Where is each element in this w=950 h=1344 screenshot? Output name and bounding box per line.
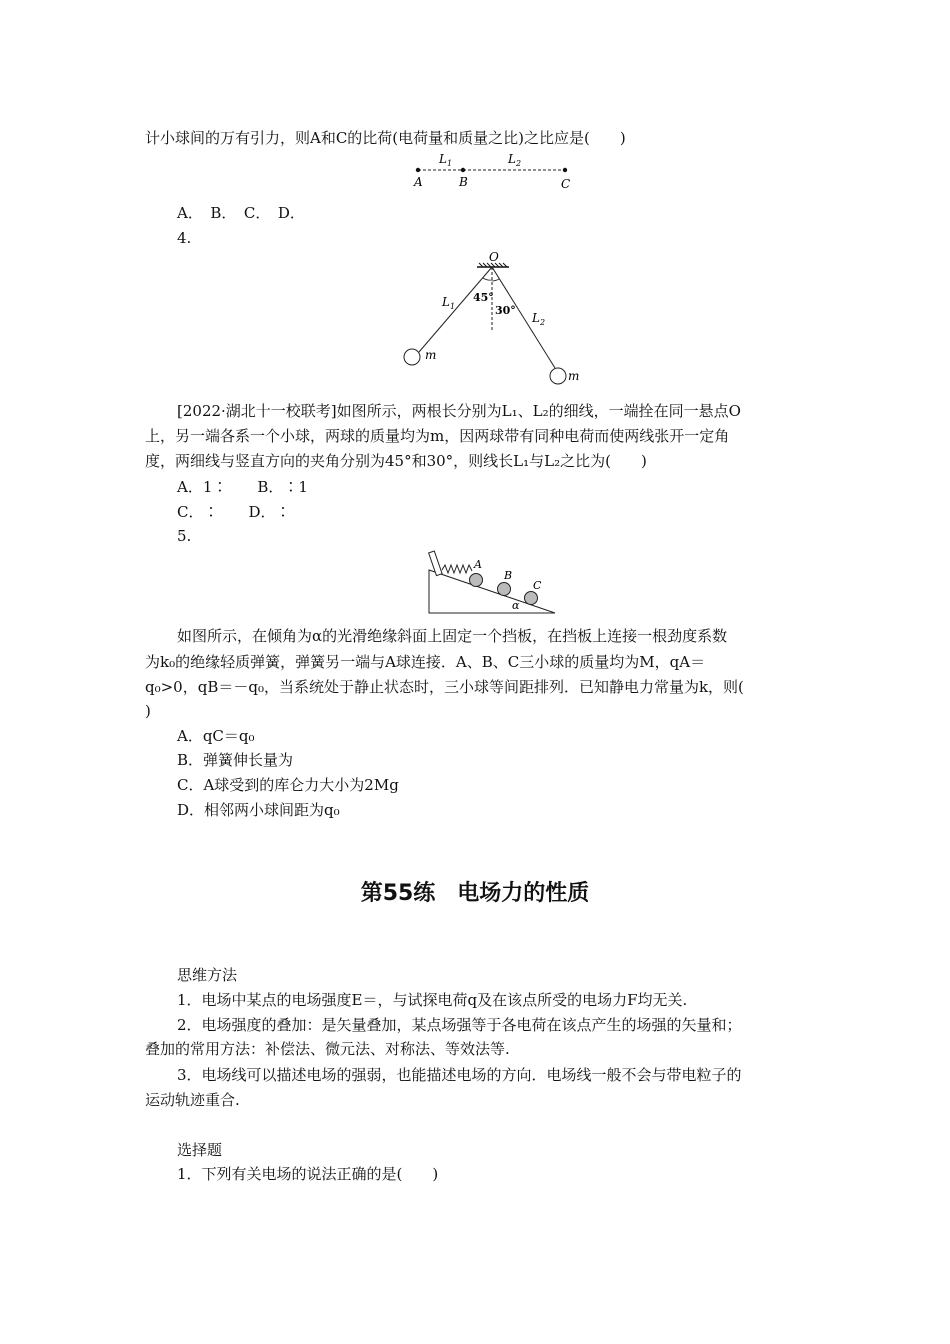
q4-figure bbox=[395, 250, 595, 390]
q4-number: 4. bbox=[177, 229, 192, 247]
q5-option-b: B．弹簧伸长量为 bbox=[177, 751, 294, 769]
q4-ball-left bbox=[404, 349, 420, 365]
q4-label-m-right: m bbox=[568, 369, 580, 383]
q3-point-b bbox=[461, 168, 465, 172]
q4-label-l2: L bbox=[532, 311, 540, 325]
q4-string-l2 bbox=[492, 267, 555, 368]
q4-stem-line1: [2022·湖北十一校联考]如图所示，两根长分别为L₁、L₂的细线，一端拴在同一悬点O bbox=[177, 402, 741, 420]
q5-figure bbox=[420, 548, 565, 618]
q3-label-l2: L bbox=[508, 152, 516, 166]
choice-heading: 选择题 bbox=[177, 1141, 223, 1159]
q4-options-row2: C．∶ D．∶ bbox=[177, 503, 291, 521]
q4-stem-line2: 上，另一端各系一个小球，两球的质量均为m，因两球带有同种电荷而使两线张开一定角 bbox=[145, 427, 730, 445]
q5-label-c: C bbox=[533, 579, 542, 592]
q5-option-c: C．A球受到的库仑力大小为2Mg bbox=[177, 776, 399, 794]
q5-stem-line2: 为k₀的绝缘轻质弹簧，弹簧另一端与A球连接．A、B、C三小球的质量均为M，qA＝ bbox=[145, 653, 706, 671]
q4-options-row1: A．1∶ B．∶1 bbox=[177, 478, 308, 496]
q3-label-c: C bbox=[561, 177, 571, 191]
choice-q1: 1．下列有关电场的说法正确的是( ) bbox=[177, 1165, 439, 1183]
q4-label-l1: L bbox=[442, 295, 450, 309]
q5-ball-b bbox=[498, 583, 511, 596]
method-item1: 1．电场中某点的电场强度E＝，与试探电荷q及在该点所受的电场力F均无关. bbox=[177, 991, 688, 1009]
q4-label-45: 45° bbox=[473, 291, 494, 304]
q3-label-a: A bbox=[414, 175, 423, 189]
q5-label-a: A bbox=[474, 558, 482, 571]
q4-label-o: O bbox=[489, 250, 499, 264]
method-heading: 思维方法 bbox=[177, 966, 238, 984]
q5-ball-c bbox=[525, 592, 538, 605]
svg-text:L2: $L_2$ bbox=[508, 152, 522, 168]
q5-ball-a bbox=[470, 574, 483, 587]
q3-label-b: B bbox=[459, 175, 468, 189]
method-item3-line2: 运动轨迹重合. bbox=[145, 1091, 240, 1109]
q3-point-a bbox=[416, 168, 420, 172]
q5-option-d: D．相邻两小球间距为q₀ bbox=[177, 801, 340, 819]
section-title: 第55练 电场力的性质 bbox=[360, 881, 590, 906]
svg-text:L1: $L_1$ bbox=[439, 152, 453, 168]
q3-options: A． B． C． D． bbox=[177, 204, 305, 222]
q5-spring bbox=[442, 565, 472, 573]
q3-label-l1: L bbox=[439, 152, 447, 166]
q4-ball-right bbox=[550, 368, 566, 384]
q5-stem-line1: 如图所示，在倾角为α的光滑绝缘斜面上固定一个挡板，在挡板上连接一根劲度系数 bbox=[177, 627, 728, 645]
q4-stem-line3: 度，两细线与竖直方向的夹角分别为45°和30°，则线长L₁与L₂之比为( ) bbox=[145, 452, 647, 470]
q4-string-l1 bbox=[419, 267, 492, 352]
method-item2-line1: 2．电场强度的叠加：是矢量叠加，某点场强等于各电荷在该点产生的场强的矢量和； bbox=[177, 1016, 742, 1034]
svg-text:L2: $L_2$ bbox=[532, 311, 546, 327]
q3-point-c bbox=[563, 168, 567, 172]
svg-text:L1: $L_1$ bbox=[442, 295, 456, 311]
method-item3-line1: 3．电场线可以描述电场的强弱，也能描述电场的方向．电场线一般不会与带电粒子的 bbox=[177, 1066, 742, 1084]
q5-stem-line4: ) bbox=[145, 702, 151, 720]
q4-label-m-left: m bbox=[425, 348, 437, 362]
q5-label-alpha: α bbox=[512, 599, 520, 612]
q3-stem: 计小球间的万有引力，则A和C的比荷(电荷量和质量之比)之比应是( ) bbox=[145, 129, 626, 147]
q5-number: 5. bbox=[177, 527, 192, 545]
q4-label-30: 30° bbox=[495, 304, 516, 317]
method-item2-line2: 叠加的常用方法：补偿法、微元法、对称法、等效法等. bbox=[145, 1040, 510, 1058]
q5-baffle bbox=[429, 551, 442, 576]
q5-stem-line3: q₀>0，qB＝－q₀，当系统处于静止状态时，三小球等间距排列．已知静电力常量为k，则( bbox=[145, 678, 744, 696]
q5-option-a: A．qC＝q₀ bbox=[177, 727, 255, 745]
q3-figure bbox=[405, 150, 585, 192]
q5-label-b: B bbox=[504, 569, 513, 582]
